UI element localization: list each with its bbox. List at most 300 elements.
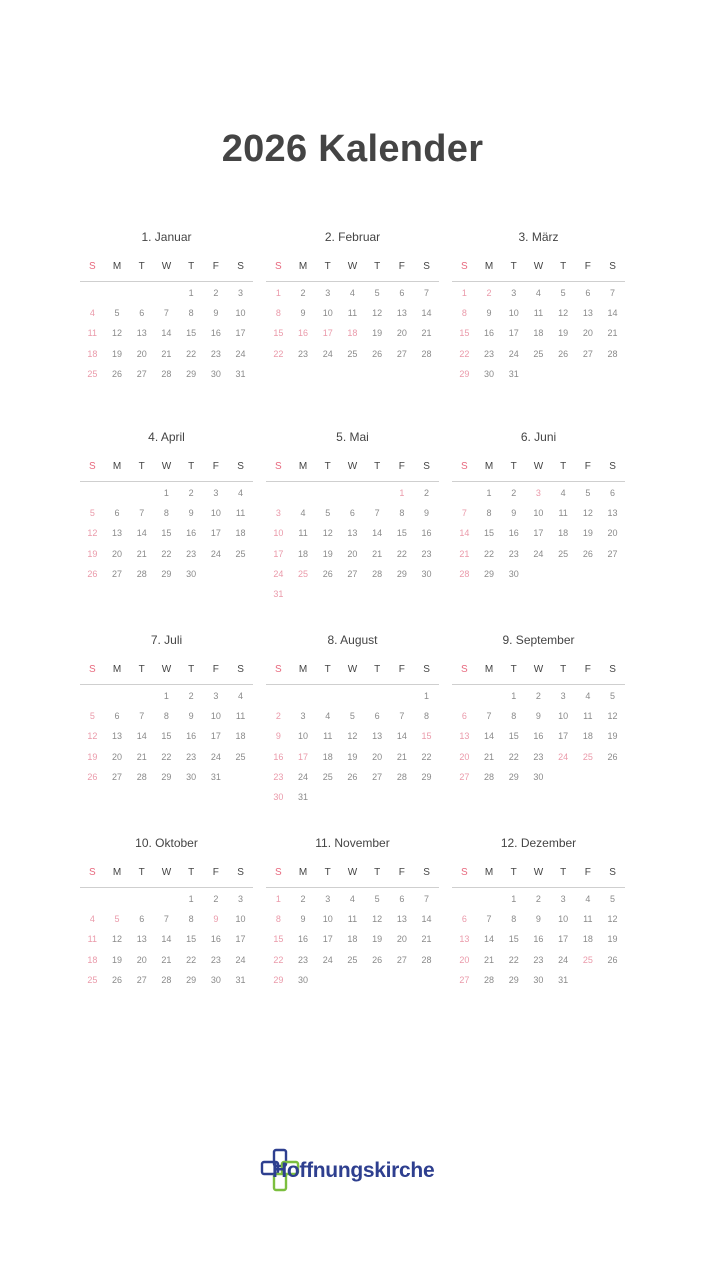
day-cell: 1 <box>163 691 169 701</box>
day-cell: 14 <box>459 528 470 539</box>
day-cell: 2 <box>275 711 281 722</box>
day-cell: 4 <box>325 711 331 722</box>
day-cell: 11 <box>87 328 98 339</box>
day-cell: 7 <box>374 508 380 519</box>
day-cell: 7 <box>163 308 169 319</box>
weekday-label: F <box>584 664 591 675</box>
day-cell: 12 <box>607 914 618 925</box>
day-cell: 6 <box>349 508 355 519</box>
day-cell: 31 <box>273 589 284 599</box>
day-cell: 3 <box>560 691 566 701</box>
day-cell: 26 <box>607 751 618 762</box>
weekday-label: W <box>347 867 358 878</box>
day-cell: 10 <box>322 914 333 925</box>
day-cell: 26 <box>372 348 383 359</box>
day-cell: 19 <box>607 934 618 945</box>
day-cell: 4 <box>535 288 541 298</box>
day-cell: 10 <box>298 731 309 742</box>
weekday-label: M <box>298 261 308 272</box>
day-cell: 30 <box>533 771 544 782</box>
day-cell: 25 <box>322 771 333 782</box>
day-cell: 3 <box>325 288 331 298</box>
day-cell: 12 <box>87 731 98 742</box>
day-cell: 9 <box>213 308 219 319</box>
weekday-label: S <box>423 461 430 472</box>
weekday-label: T <box>138 664 145 675</box>
day-cell: 7 <box>139 508 145 519</box>
day-cell: 30 <box>210 368 221 379</box>
weekday-label: S <box>89 461 96 472</box>
day-cell: 18 <box>582 934 593 945</box>
weekday-label: T <box>374 461 381 472</box>
weekday-label: W <box>161 461 172 472</box>
weekday-label: M <box>298 664 308 675</box>
day-cell: 20 <box>112 751 123 762</box>
day-cell: 12 <box>322 528 333 539</box>
weekday-label: S <box>89 664 96 675</box>
day-cell: 4 <box>349 288 355 298</box>
day-cell: 14 <box>136 731 147 742</box>
day-cell: 19 <box>372 934 383 945</box>
weekday-header <box>452 865 625 881</box>
day-cell: 1 <box>511 691 517 701</box>
day-cell: 14 <box>607 308 618 319</box>
day-cell: 26 <box>607 954 618 965</box>
month-name: 9. September <box>502 633 575 647</box>
weekday-label: F <box>584 867 591 878</box>
day-cell: 27 <box>136 368 147 379</box>
day-cell: 17 <box>322 934 333 945</box>
day-cell: 19 <box>558 328 569 339</box>
day-cell: 29 <box>161 568 172 579</box>
weekday-label: S <box>89 867 96 878</box>
day-cell: 12 <box>347 731 358 742</box>
day-cell: 1 <box>399 488 405 498</box>
day-cell: 8 <box>461 308 467 319</box>
weekday-label: S <box>237 461 244 472</box>
day-cell: 7 <box>424 288 430 298</box>
weekday-label: M <box>298 461 308 472</box>
month-name: 2. Februar <box>324 230 381 244</box>
day-cell: 19 <box>112 954 123 965</box>
weekday-header <box>80 259 253 275</box>
day-cell: 15 <box>396 528 407 539</box>
day-cell: 1 <box>275 894 281 904</box>
day-cell: 5 <box>89 711 95 722</box>
day-cell: 28 <box>136 568 147 579</box>
day-cell: 16 <box>210 328 221 339</box>
day-cell: 23 <box>484 348 495 359</box>
day-cell: 4 <box>238 488 244 498</box>
day-cell: 30 <box>421 568 432 579</box>
weekday-label: F <box>398 461 405 472</box>
day-cell: 29 <box>186 368 197 379</box>
weekday-label: S <box>423 664 430 675</box>
day-cell: 2 <box>188 488 194 498</box>
day-cell: 15 <box>273 934 284 945</box>
weekday-label: S <box>275 664 282 675</box>
weekday-label: T <box>188 461 195 472</box>
day-cell: 13 <box>112 731 123 742</box>
weekday-label: S <box>461 261 468 272</box>
weekday-label: W <box>533 261 544 272</box>
header-divider <box>80 887 253 888</box>
day-cell: 1 <box>424 691 430 701</box>
day-cell: 24 <box>298 771 309 782</box>
day-cell: 29 <box>273 974 284 985</box>
day-cell: 23 <box>186 548 197 559</box>
day-cell: 3 <box>535 488 541 498</box>
day-cell: 11 <box>558 508 568 519</box>
day-cell: 6 <box>139 308 145 319</box>
day-cell: 25 <box>347 954 358 965</box>
day-cell: 31 <box>235 368 246 379</box>
day-cell: 25 <box>87 974 98 985</box>
header-divider <box>266 684 439 685</box>
day-cell: 4 <box>238 691 244 701</box>
header-divider <box>452 481 625 482</box>
day-cell: 13 <box>396 308 407 319</box>
weekday-label: T <box>560 461 567 472</box>
day-cell: 28 <box>421 348 432 359</box>
day-cell: 17 <box>273 548 284 559</box>
day-cell: 3 <box>300 711 306 722</box>
weekday-label: T <box>324 261 331 272</box>
weekday-label: M <box>112 867 122 878</box>
logo-wordmark: Hoffnungskirche <box>272 1159 435 1182</box>
day-cell: 21 <box>396 751 407 762</box>
day-cell: 9 <box>300 308 306 319</box>
day-cell: 13 <box>347 528 358 539</box>
day-cell: 7 <box>610 288 616 298</box>
day-cell: 25 <box>558 548 569 559</box>
day-cell: 14 <box>161 328 172 339</box>
day-cell: 6 <box>374 711 380 722</box>
day-cell: 30 <box>484 368 495 379</box>
day-cell: 15 <box>273 328 284 339</box>
day-cell: 14 <box>136 528 147 539</box>
day-cell: 28 <box>136 771 147 782</box>
day-cell: 27 <box>607 548 618 559</box>
day-cell: 11 <box>298 528 308 539</box>
day-cell: 19 <box>87 548 98 559</box>
day-cell: 26 <box>372 954 383 965</box>
day-cell: 17 <box>210 731 221 742</box>
day-cell: 24 <box>533 548 544 559</box>
day-cell: 2 <box>213 288 219 298</box>
day-cell: 6 <box>399 288 405 298</box>
day-cell: 23 <box>421 548 432 559</box>
weekday-label: W <box>533 461 544 472</box>
day-cell: 3 <box>213 691 219 701</box>
day-cell: 9 <box>424 508 430 519</box>
day-cell: 22 <box>273 954 284 965</box>
header-divider <box>452 887 625 888</box>
day-cell: 9 <box>511 508 517 519</box>
day-cell: 29 <box>459 368 470 379</box>
day-cell: 28 <box>607 348 618 359</box>
day-cell: 18 <box>235 731 246 742</box>
day-cell: 5 <box>89 508 95 519</box>
day-cell: 29 <box>161 771 172 782</box>
day-cell: 8 <box>188 308 194 319</box>
weekday-label: F <box>584 261 591 272</box>
day-cell: 17 <box>210 528 221 539</box>
day-cell: 8 <box>424 711 430 722</box>
day-cell: 1 <box>188 894 194 904</box>
day-cell: 11 <box>533 308 544 319</box>
day-cell: 28 <box>372 568 383 579</box>
day-cell: 27 <box>112 568 123 579</box>
day-cell: 10 <box>558 914 569 925</box>
month-name: 4. April <box>148 430 185 444</box>
day-cell: 6 <box>114 508 120 519</box>
weekday-label: S <box>423 867 430 878</box>
day-cell: 22 <box>396 548 407 559</box>
page-title: 2026 Kalender <box>221 128 484 170</box>
day-cell: 25 <box>582 954 593 965</box>
weekday-label: M <box>484 261 494 272</box>
day-cell: 30 <box>508 568 519 579</box>
day-cell: 5 <box>374 894 380 904</box>
day-cell: 14 <box>421 914 432 925</box>
day-cell: 27 <box>396 348 407 359</box>
day-cell: 20 <box>607 528 618 539</box>
day-cell: 6 <box>114 711 120 722</box>
day-cell: 24 <box>508 348 519 359</box>
month-name: 7. Juli <box>150 633 183 647</box>
day-cell: 1 <box>188 288 194 298</box>
day-cell: 27 <box>112 771 123 782</box>
day-cell: 25 <box>235 548 246 559</box>
day-cell: 20 <box>396 934 407 945</box>
day-cell: 21 <box>421 328 432 339</box>
day-cell: 10 <box>273 528 284 539</box>
day-cell: 17 <box>322 328 333 339</box>
day-cell: 15 <box>508 731 519 742</box>
day-cell: 3 <box>238 894 244 904</box>
day-cell: 16 <box>298 934 309 945</box>
month-name: 8. August <box>327 633 378 647</box>
weekday-label: W <box>161 664 172 675</box>
day-cell: 31 <box>210 771 221 782</box>
day-cell: 3 <box>213 488 219 498</box>
day-cell: 11 <box>235 508 246 519</box>
day-cell: 13 <box>112 528 123 539</box>
day-cell: 24 <box>322 954 333 965</box>
day-cell: 18 <box>87 348 98 359</box>
weekday-label: T <box>560 867 567 878</box>
day-cell: 4 <box>585 894 591 904</box>
header-divider <box>80 281 253 282</box>
day-cell: 28 <box>161 368 172 379</box>
day-cell: 28 <box>484 974 495 985</box>
day-cell: 3 <box>238 288 244 298</box>
day-cell: 21 <box>484 954 495 965</box>
day-cell: 20 <box>459 954 470 965</box>
day-cell: 15 <box>508 934 519 945</box>
day-cell: 18 <box>533 328 544 339</box>
weekday-label: W <box>161 867 172 878</box>
day-cell: 14 <box>484 934 495 945</box>
day-cell: 4 <box>300 508 306 519</box>
day-cell: 16 <box>210 934 221 945</box>
weekday-label: M <box>298 867 308 878</box>
day-cell: 23 <box>186 751 197 762</box>
day-cell: 5 <box>325 508 331 519</box>
day-cell: 2 <box>300 894 306 904</box>
day-cell: 8 <box>275 308 281 319</box>
day-cell: 30 <box>533 974 544 985</box>
header-divider <box>266 481 439 482</box>
day-cell: 27 <box>582 348 593 359</box>
day-cell: 19 <box>112 348 123 359</box>
day-cell: 17 <box>558 731 569 742</box>
day-cell: 20 <box>112 548 123 559</box>
day-cell: 10 <box>210 508 221 519</box>
weekday-label: T <box>188 664 195 675</box>
weekday-label: T <box>510 867 517 878</box>
weekday-label: T <box>188 867 195 878</box>
weekday-label: M <box>484 664 494 675</box>
day-cell: 15 <box>161 731 172 742</box>
day-cell: 13 <box>372 731 383 742</box>
header-divider <box>266 887 439 888</box>
day-cell: 5 <box>610 894 616 904</box>
day-cell: 11 <box>583 711 593 722</box>
day-cell: 26 <box>322 568 333 579</box>
day-cell: 16 <box>533 934 544 945</box>
day-cell: 18 <box>582 731 593 742</box>
day-cell: 18 <box>347 328 358 339</box>
day-cell: 20 <box>582 328 593 339</box>
day-cell: 28 <box>484 771 495 782</box>
day-cell: 26 <box>347 771 358 782</box>
weekday-label: T <box>324 867 331 878</box>
day-cell: 9 <box>535 914 541 925</box>
day-cell: 24 <box>322 348 333 359</box>
weekday-label: S <box>275 867 282 878</box>
weekday-header <box>266 865 439 881</box>
day-cell: 21 <box>136 548 147 559</box>
weekday-label: S <box>237 261 244 272</box>
day-cell: 21 <box>372 548 383 559</box>
day-cell: 12 <box>112 328 123 339</box>
weekday-label: T <box>188 261 195 272</box>
day-cell: 7 <box>399 711 405 722</box>
day-cell: 12 <box>558 308 569 319</box>
day-cell: 8 <box>163 711 169 722</box>
day-cell: 14 <box>421 308 432 319</box>
day-cell: 2 <box>535 691 541 701</box>
day-cell: 15 <box>186 328 197 339</box>
day-cell: 22 <box>421 751 432 762</box>
month-name: 3. März <box>518 230 559 244</box>
day-cell: 13 <box>136 328 147 339</box>
day-cell: 30 <box>210 974 221 985</box>
weekday-label: T <box>560 261 567 272</box>
day-cell: 31 <box>508 368 519 379</box>
weekday-header <box>266 459 439 475</box>
day-cell: 29 <box>186 974 197 985</box>
day-cell: 5 <box>114 308 120 319</box>
day-cell: 22 <box>459 348 470 359</box>
day-cell: 11 <box>323 731 333 742</box>
weekday-label: S <box>423 261 430 272</box>
header-divider <box>80 481 253 482</box>
weekday-label: T <box>138 461 145 472</box>
header-divider <box>80 684 253 685</box>
weekday-label: S <box>237 867 244 878</box>
day-cell: 6 <box>461 711 467 722</box>
day-cell: 16 <box>186 528 197 539</box>
day-cell: 4 <box>349 894 355 904</box>
day-cell: 5 <box>585 488 591 498</box>
day-cell: 7 <box>461 508 467 519</box>
day-cell: 8 <box>511 914 517 925</box>
day-cell: 2 <box>424 488 430 498</box>
day-cell: 26 <box>112 368 123 379</box>
day-cell: 18 <box>347 934 358 945</box>
day-cell: 12 <box>87 528 98 539</box>
weekday-label: T <box>374 261 381 272</box>
weekday-label: F <box>212 664 219 675</box>
day-cell: 26 <box>582 548 593 559</box>
day-cell: 2 <box>535 894 541 904</box>
day-cell: 18 <box>558 528 569 539</box>
day-cell: 29 <box>421 771 432 782</box>
day-cell: 24 <box>235 954 246 965</box>
day-cell: 8 <box>275 914 281 925</box>
day-cell: 12 <box>372 308 383 319</box>
day-cell: 17 <box>558 934 569 945</box>
day-cell: 6 <box>461 914 467 925</box>
day-cell: 21 <box>607 328 618 339</box>
weekday-header <box>80 865 253 881</box>
day-cell: 19 <box>582 528 593 539</box>
day-cell: 28 <box>421 954 432 965</box>
day-cell: 16 <box>186 731 197 742</box>
day-cell: 17 <box>235 934 246 945</box>
weekday-header <box>80 459 253 475</box>
day-cell: 6 <box>610 488 616 498</box>
day-cell: 22 <box>508 954 519 965</box>
day-cell: 18 <box>298 548 309 559</box>
weekday-label: W <box>161 261 172 272</box>
weekday-header <box>452 259 625 275</box>
weekday-header <box>80 662 253 678</box>
day-cell: 19 <box>322 548 333 559</box>
day-cell: 7 <box>486 914 492 925</box>
day-cell: 10 <box>322 308 333 319</box>
day-cell: 22 <box>161 751 172 762</box>
weekday-label: T <box>510 261 517 272</box>
weekday-label: S <box>275 261 282 272</box>
day-cell: 10 <box>235 914 246 925</box>
day-cell: 30 <box>298 974 309 985</box>
day-cell: 10 <box>210 711 221 722</box>
day-cell: 24 <box>210 548 221 559</box>
day-cell: 2 <box>213 894 219 904</box>
weekday-header <box>266 662 439 678</box>
day-cell: 25 <box>235 751 246 762</box>
day-cell: 15 <box>161 528 172 539</box>
day-cell: 1 <box>163 488 169 498</box>
day-cell: 26 <box>87 771 98 782</box>
day-cell: 15 <box>459 328 470 339</box>
day-cell: 13 <box>396 914 407 925</box>
day-cell: 12 <box>582 508 593 519</box>
